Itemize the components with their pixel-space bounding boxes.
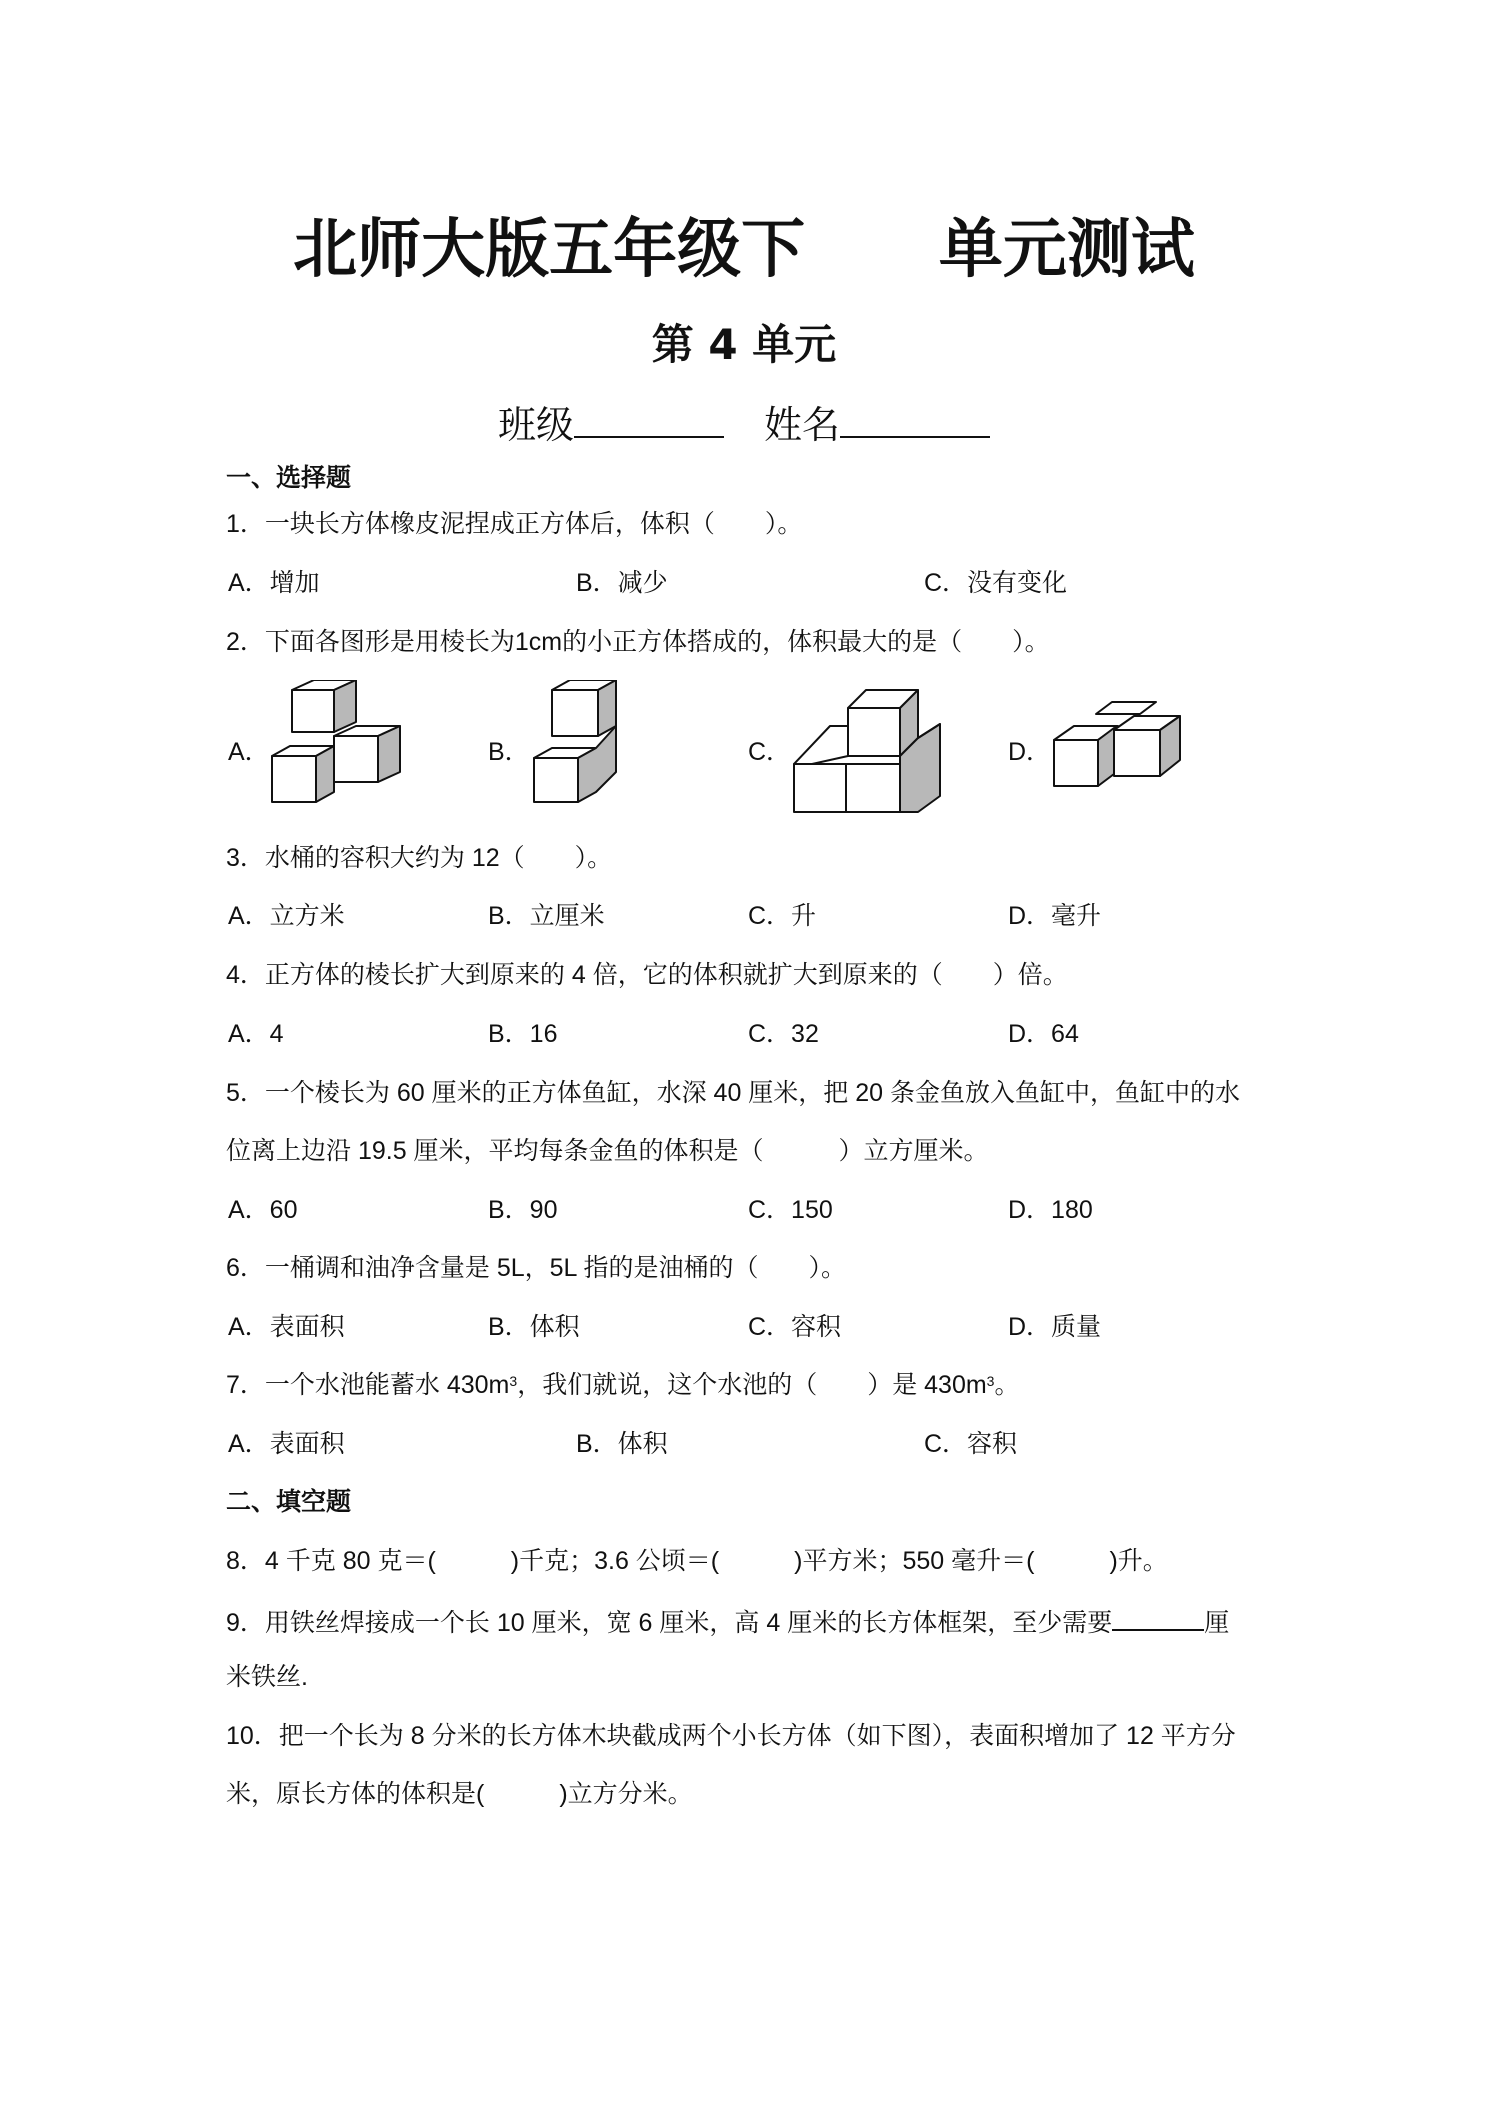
question-2: 2．下面各图形是用棱长为1cm的小正方体搭成的，体积最大的是（ ）。: [226, 628, 1050, 656]
figure-b-cubes: [530, 680, 630, 820]
q4-option-a: A．4: [228, 1020, 284, 1048]
q4-option-d: D．64: [1008, 1020, 1079, 1048]
q5-option-a: A．60: [228, 1196, 298, 1224]
q6-option-c: C．容积: [748, 1313, 842, 1341]
question-5-line-2: 位离上边沿 19.5 厘米，平均每条金鱼的体积是（ ）立方厘米。: [226, 1137, 989, 1165]
q3-option-c: C．升: [748, 902, 817, 930]
question-10-line-2: 米，原长方体的体积是( )立方分米。: [226, 1780, 693, 1808]
figure-c-cubes: [790, 688, 950, 820]
q2-option-c: C．: [748, 738, 792, 766]
q6-option-a: A．表面积: [228, 1313, 345, 1341]
q5-option-b: B．90: [488, 1196, 558, 1224]
name-label: 姓名: [764, 403, 841, 447]
q7-option-b: B．体积: [576, 1430, 668, 1458]
q9-text-part-1: 9．用铁丝焊接成一个长 10 厘米，宽 6 厘米，高 4 厘米的长方体框架，至少需要: [226, 1609, 1113, 1637]
q7-superscript-1: 3: [509, 1373, 518, 1389]
q3-option-a: A．立方米: [228, 902, 345, 930]
student-info: [0, 394, 1488, 449]
q1-option-c: C．没有变化: [924, 569, 1068, 597]
q3-option-d: D．毫升: [1008, 902, 1102, 930]
section-heading-choice: 一、选择题: [226, 464, 352, 492]
question-1: 1．一块长方体橡皮泥捏成正方体后，体积（ ）。: [226, 510, 803, 538]
q4-option-b: B．16: [488, 1020, 558, 1048]
name-blank: [840, 436, 990, 438]
question-10-line-1: 10．把一个长为 8 分米的长方体木块截成两个小长方体（如下图），表面积增加了 12 平方分: [226, 1722, 1236, 1750]
q2-option-a: A．: [228, 738, 270, 766]
q6-option-d: D．质量: [1008, 1313, 1102, 1341]
q7-option-c: C．容积: [924, 1430, 1018, 1458]
question-8: 8．4 千克 80 克＝( )千克；3.6 公顷＝( )平方米；550 毫升＝( )升。: [226, 1547, 1168, 1575]
q1-option-b: B．减少: [576, 569, 668, 597]
q6-option-b: B．体积: [488, 1313, 580, 1341]
unit-title: 第 4 单元: [651, 320, 837, 369]
question-5-line-1: 5．一个棱长为 60 厘米的正方体鱼缸，水深 40 厘米，把 20 条金鱼放入鱼缸中，鱼缸中的水: [226, 1079, 1241, 1107]
q7-superscript-2: 3: [986, 1373, 995, 1389]
class-label: 班级: [497, 403, 574, 447]
q9-answer-blank: [1112, 1603, 1204, 1631]
q7-option-a: A．表面积: [228, 1430, 345, 1458]
figure-a-cubes: [268, 680, 408, 820]
q9-text-part-2: 厘: [1204, 1609, 1230, 1637]
question-9-line-1: [226, 1603, 1229, 1639]
question-7: [226, 1369, 1019, 1401]
class-blank: [574, 436, 724, 438]
section-heading-fill: 二、填空题: [226, 1488, 352, 1516]
q7-text-part-1: 7．一个水池能蓄水 430m: [226, 1371, 510, 1399]
question-3: 3．水桶的容积大约为 12（ ）。: [226, 844, 613, 872]
q7-text-part-3: 。: [994, 1371, 1020, 1399]
figure-d-cubes: [1052, 700, 1192, 804]
q1-option-a: A．增加: [228, 569, 320, 597]
q5-option-c: C．150: [748, 1196, 833, 1224]
question-9-line-2: 米铁丝.: [226, 1663, 308, 1691]
question-4: 4．正方体的棱长扩大到原来的 4 倍，它的体积就扩大到原来的（ ）倍。: [226, 961, 1068, 989]
q7-text-part-2: ，我们就说，这个水池的（ ）是 430m: [517, 1371, 987, 1399]
q4-option-c: C．32: [748, 1020, 819, 1048]
q5-option-d: D．180: [1008, 1196, 1093, 1224]
q2-option-d: D．: [1008, 738, 1052, 766]
question-6: 6．一桶调和油净含量是 5L，5L 指的是油桶的（ ）。: [226, 1254, 846, 1282]
q3-option-b: B．立厘米: [488, 902, 605, 930]
q2-option-b: B．: [488, 738, 530, 766]
page-title: 北师大版五年级下 单元测试: [293, 213, 1195, 287]
